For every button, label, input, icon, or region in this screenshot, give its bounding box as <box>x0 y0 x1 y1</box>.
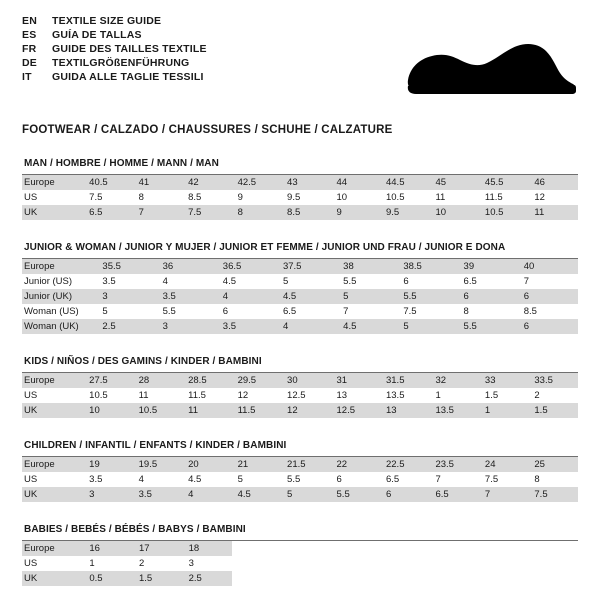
size-cell: 8 <box>463 306 469 317</box>
row-label: Europe <box>22 175 83 190</box>
table-row <box>22 373 578 388</box>
size-cell: 10.5 <box>133 403 182 418</box>
size-cell: 5.5 <box>331 487 380 502</box>
size-cell: 46 <box>528 175 578 190</box>
table-row <box>22 403 578 418</box>
row-label: Europe <box>22 541 83 556</box>
size-cell: 6 <box>458 289 518 304</box>
size-cell: 0.5 <box>83 571 133 586</box>
row-label: Europe <box>22 373 83 388</box>
header <box>22 16 578 112</box>
size-cell: 40 <box>518 259 578 274</box>
size-cell: 44.5 <box>380 175 429 190</box>
size-cell: 11.5 <box>232 403 281 418</box>
size-cell: 6.5 <box>282 306 297 317</box>
size-cell: 39 <box>458 259 518 274</box>
language-code: DE <box>22 57 37 69</box>
language-code: ES <box>22 29 37 41</box>
spacer-cell <box>232 571 578 586</box>
size-cell: 10 <box>429 205 478 220</box>
language-row <box>22 72 207 86</box>
size-cell: 9.5 <box>380 205 429 220</box>
size-cell: 40.5 <box>83 175 132 190</box>
size-cell: 8.5 <box>281 205 330 220</box>
size-cell: 3.5 <box>89 474 103 485</box>
size-cell: 1 <box>479 403 528 418</box>
page-title: FOOTWEAR / CALZADO / CHAUSSURES / SCHUHE / CALZATURE <box>22 124 393 136</box>
size-cell: 44 <box>331 175 380 190</box>
table-row <box>22 274 578 289</box>
size-cell: 2.5 <box>183 571 233 586</box>
size-cell: 36.5 <box>217 259 277 274</box>
language-title: GUIDA ALLE TAGLIE TESSILI <box>52 71 204 83</box>
size-cell: 29.5 <box>232 373 281 388</box>
size-cell: 13 <box>336 390 348 401</box>
size-cell: 30 <box>281 373 330 388</box>
size-cell: 3 <box>96 289 156 304</box>
size-cell: 6.5 <box>463 276 477 287</box>
size-cell: 4.5 <box>188 474 202 485</box>
size-cell: 5.5 <box>458 319 518 334</box>
size-cell: 5 <box>337 289 397 304</box>
size-cell: 10 <box>336 192 348 203</box>
size-cell: 2.5 <box>96 319 156 334</box>
size-cell: 8 <box>138 192 144 203</box>
size-cell: 1 <box>89 558 95 569</box>
dress-shoe-icon <box>386 34 576 104</box>
size-cell: 1 <box>435 390 441 401</box>
size-cell: 4 <box>217 289 277 304</box>
size-cell: 10 <box>83 403 132 418</box>
size-cell: 8.5 <box>188 192 202 203</box>
size-cell: 22.5 <box>380 457 429 472</box>
size-cell: 41 <box>133 175 182 190</box>
size-cell: 5.5 <box>287 474 301 485</box>
size-cell: 3.5 <box>102 276 116 287</box>
size-cell: 7 <box>435 474 441 485</box>
size-cell: 42 <box>182 175 231 190</box>
size-cell: 7 <box>479 487 528 502</box>
size-cell: 10.5 <box>479 205 528 220</box>
size-cell: 31 <box>331 373 380 388</box>
size-cell: 13.5 <box>429 403 478 418</box>
row-label: US <box>24 390 38 401</box>
size-cell: 16 <box>83 541 133 556</box>
size-cell: 6 <box>518 289 578 304</box>
size-cell: 9.5 <box>287 192 301 203</box>
size-cell: 3 <box>157 319 217 334</box>
size-cell: 33.5 <box>528 373 578 388</box>
size-cell: 3.5 <box>133 487 182 502</box>
language-row <box>22 16 207 30</box>
size-cell: 12.5 <box>287 390 306 401</box>
row-label: UK <box>22 487 83 502</box>
size-group-junior-woman <box>22 242 578 334</box>
size-cell: 2 <box>534 390 540 401</box>
size-cell: 5 <box>237 474 243 485</box>
size-cell: 4 <box>277 319 337 334</box>
size-cell: 27.5 <box>83 373 132 388</box>
table-row <box>22 205 578 220</box>
size-cell: 11 <box>435 192 446 203</box>
size-cell: 11 <box>528 205 578 220</box>
size-cell: 21 <box>232 457 281 472</box>
size-cell: 20 <box>182 457 231 472</box>
size-cell: 38.5 <box>397 259 457 274</box>
size-cell: 12.5 <box>331 403 380 418</box>
language-row <box>22 30 207 44</box>
size-cell: 13.5 <box>385 390 405 401</box>
row-label: Woman (US) <box>24 306 79 317</box>
table-row <box>22 175 578 190</box>
size-table-man <box>22 175 578 220</box>
size-cell: 3 <box>83 487 132 502</box>
size-cell: 6.5 <box>385 474 400 485</box>
size-cell: 22 <box>331 457 380 472</box>
size-cell: 18 <box>183 541 233 556</box>
language-title-list <box>22 16 207 86</box>
table-row <box>22 541 578 556</box>
size-cell: 10.5 <box>89 390 108 401</box>
size-cell: 5.5 <box>397 289 457 304</box>
language-title-list-body <box>22 16 207 86</box>
size-cell: 7.5 <box>403 306 417 317</box>
size-cell: 1.5 <box>484 390 499 401</box>
size-group-children <box>22 440 578 502</box>
size-cell: 11.5 <box>484 192 503 203</box>
size-cell: 36 <box>157 259 217 274</box>
size-cell: 4.5 <box>222 276 236 287</box>
size-cell: 7 <box>523 276 530 287</box>
size-cell: 4.5 <box>277 289 337 304</box>
size-cell: 5.5 <box>343 276 357 287</box>
size-cell: 4.5 <box>232 487 281 502</box>
row-label: Woman (UK) <box>22 319 96 334</box>
row-label: UK <box>22 403 83 418</box>
row-label: US <box>24 474 38 485</box>
size-cell: 1.5 <box>133 571 183 586</box>
language-row <box>22 44 207 58</box>
size-group-babies <box>22 524 578 586</box>
size-cell: 11 <box>182 403 231 418</box>
row-label: Junior (US) <box>24 276 73 287</box>
size-table-junior-woman <box>22 259 578 334</box>
table-row <box>22 319 578 334</box>
size-cell: 3 <box>188 558 194 569</box>
size-cell: 33 <box>479 373 528 388</box>
size-cell: 12 <box>281 403 330 418</box>
group-title: KIDS / NIÑOS / DES GAMINS / KINDER / BAMBINI <box>22 356 578 373</box>
size-cell: 12 <box>534 192 545 203</box>
table-row <box>22 556 578 571</box>
language-code: EN <box>22 15 37 27</box>
size-cell: 6.5 <box>83 205 132 220</box>
row-label: UK <box>22 205 83 220</box>
table-row <box>22 259 578 274</box>
spacer-cell <box>232 541 578 556</box>
group-title: JUNIOR & WOMAN / JUNIOR Y MUJER / JUNIOR ET FEMME / JUNIOR UND FRAU / JUNIOR E DONA <box>22 242 578 259</box>
language-title: GUIDE DES TAILLES TEXTILE <box>52 43 207 55</box>
table-row <box>22 457 578 472</box>
size-cell: 4 <box>138 474 144 485</box>
size-group-man <box>22 158 578 220</box>
size-cell: 10.5 <box>385 192 405 203</box>
size-cell: 5.5 <box>162 306 176 317</box>
size-cell: 42.5 <box>232 175 281 190</box>
size-cell: 12 <box>237 390 249 401</box>
table-row <box>22 472 578 487</box>
language-title: GUÍA DE TALLAS <box>52 29 142 41</box>
size-cell: 2 <box>138 558 145 569</box>
size-cell: 8.5 <box>523 306 537 317</box>
size-cell: 5 <box>282 276 289 287</box>
size-cell: 5 <box>281 487 330 502</box>
size-cell: 6 <box>518 319 578 334</box>
size-cell: 23.5 <box>429 457 478 472</box>
row-label: Europe <box>22 457 83 472</box>
size-cell: 28 <box>133 373 182 388</box>
group-title: BABIES / BEBÉS / BÉBÉS / BABYS / BAMBINI <box>22 524 578 541</box>
size-table-babies <box>22 541 578 586</box>
size-cell: 4 <box>162 276 168 287</box>
row-label: UK <box>22 571 83 586</box>
size-cell: 6.5 <box>429 487 478 502</box>
group-title: CHILDREN / INFANTIL / ENFANTS / KINDER / BAMBINI <box>22 440 578 457</box>
size-group-kids <box>22 356 578 418</box>
size-cell: 38 <box>337 259 397 274</box>
size-cell: 4 <box>182 487 231 502</box>
size-table-kids <box>22 373 578 418</box>
table-row <box>22 190 578 205</box>
size-cell: 19.5 <box>133 457 182 472</box>
size-cell: 45 <box>429 175 478 190</box>
size-cell: 35.5 <box>96 259 156 274</box>
language-code: IT <box>22 71 32 83</box>
table-row <box>22 571 578 586</box>
size-cell: 32 <box>429 373 478 388</box>
size-cell: 8 <box>534 474 540 485</box>
language-title: TEXTILE SIZE GUIDE <box>52 15 162 27</box>
size-cell: 9 <box>331 205 380 220</box>
size-cell: 9 <box>237 192 243 203</box>
row-label: Junior (UK) <box>22 289 96 304</box>
size-cell: 3.5 <box>157 289 217 304</box>
size-cell: 6 <box>336 474 342 485</box>
group-title: MAN / HOMBRE / HOMME / MANN / MAN <box>22 158 578 175</box>
size-cell: 7.5 <box>89 192 103 203</box>
spacer-cell <box>232 556 578 571</box>
size-cell: 13 <box>380 403 429 418</box>
size-cell: 1.5 <box>528 403 578 418</box>
size-cell: 7.5 <box>484 474 499 485</box>
size-cell: 4.5 <box>337 319 397 334</box>
size-cell: 25 <box>528 457 578 472</box>
size-cell: 7.5 <box>528 487 578 502</box>
size-cell: 5 <box>102 306 108 317</box>
size-cell: 8 <box>232 205 281 220</box>
language-code: FR <box>22 43 37 55</box>
row-label: US <box>24 558 38 569</box>
size-cell: 31.5 <box>380 373 429 388</box>
language-title: TEXTILGRÖßENFÜHRUNG <box>52 57 190 69</box>
size-cell: 17 <box>133 541 183 556</box>
size-cell: 6 <box>380 487 429 502</box>
size-cell: 45.5 <box>479 175 528 190</box>
size-cell: 6 <box>403 276 409 287</box>
size-cell: 43 <box>281 175 330 190</box>
size-cell: 3.5 <box>217 319 277 334</box>
table-row <box>22 304 578 319</box>
size-cell: 28.5 <box>182 373 231 388</box>
size-cell: 11.5 <box>188 390 206 401</box>
table-row <box>22 487 578 502</box>
size-cell: 21.5 <box>281 457 330 472</box>
size-cell: 37.5 <box>277 259 337 274</box>
row-label: US <box>24 192 38 203</box>
table-row <box>22 388 578 403</box>
size-table-children <box>22 457 578 502</box>
table-row <box>22 289 578 304</box>
size-cell: 5 <box>397 319 457 334</box>
language-row <box>22 58 207 72</box>
size-cell: 7 <box>133 205 182 220</box>
row-label: Europe <box>22 259 96 274</box>
size-cell: 6 <box>222 306 229 317</box>
size-cell: 11 <box>138 390 149 401</box>
size-cell: 19 <box>83 457 132 472</box>
size-cell: 7 <box>343 306 349 317</box>
size-cell: 7.5 <box>182 205 231 220</box>
size-cell: 24 <box>479 457 528 472</box>
